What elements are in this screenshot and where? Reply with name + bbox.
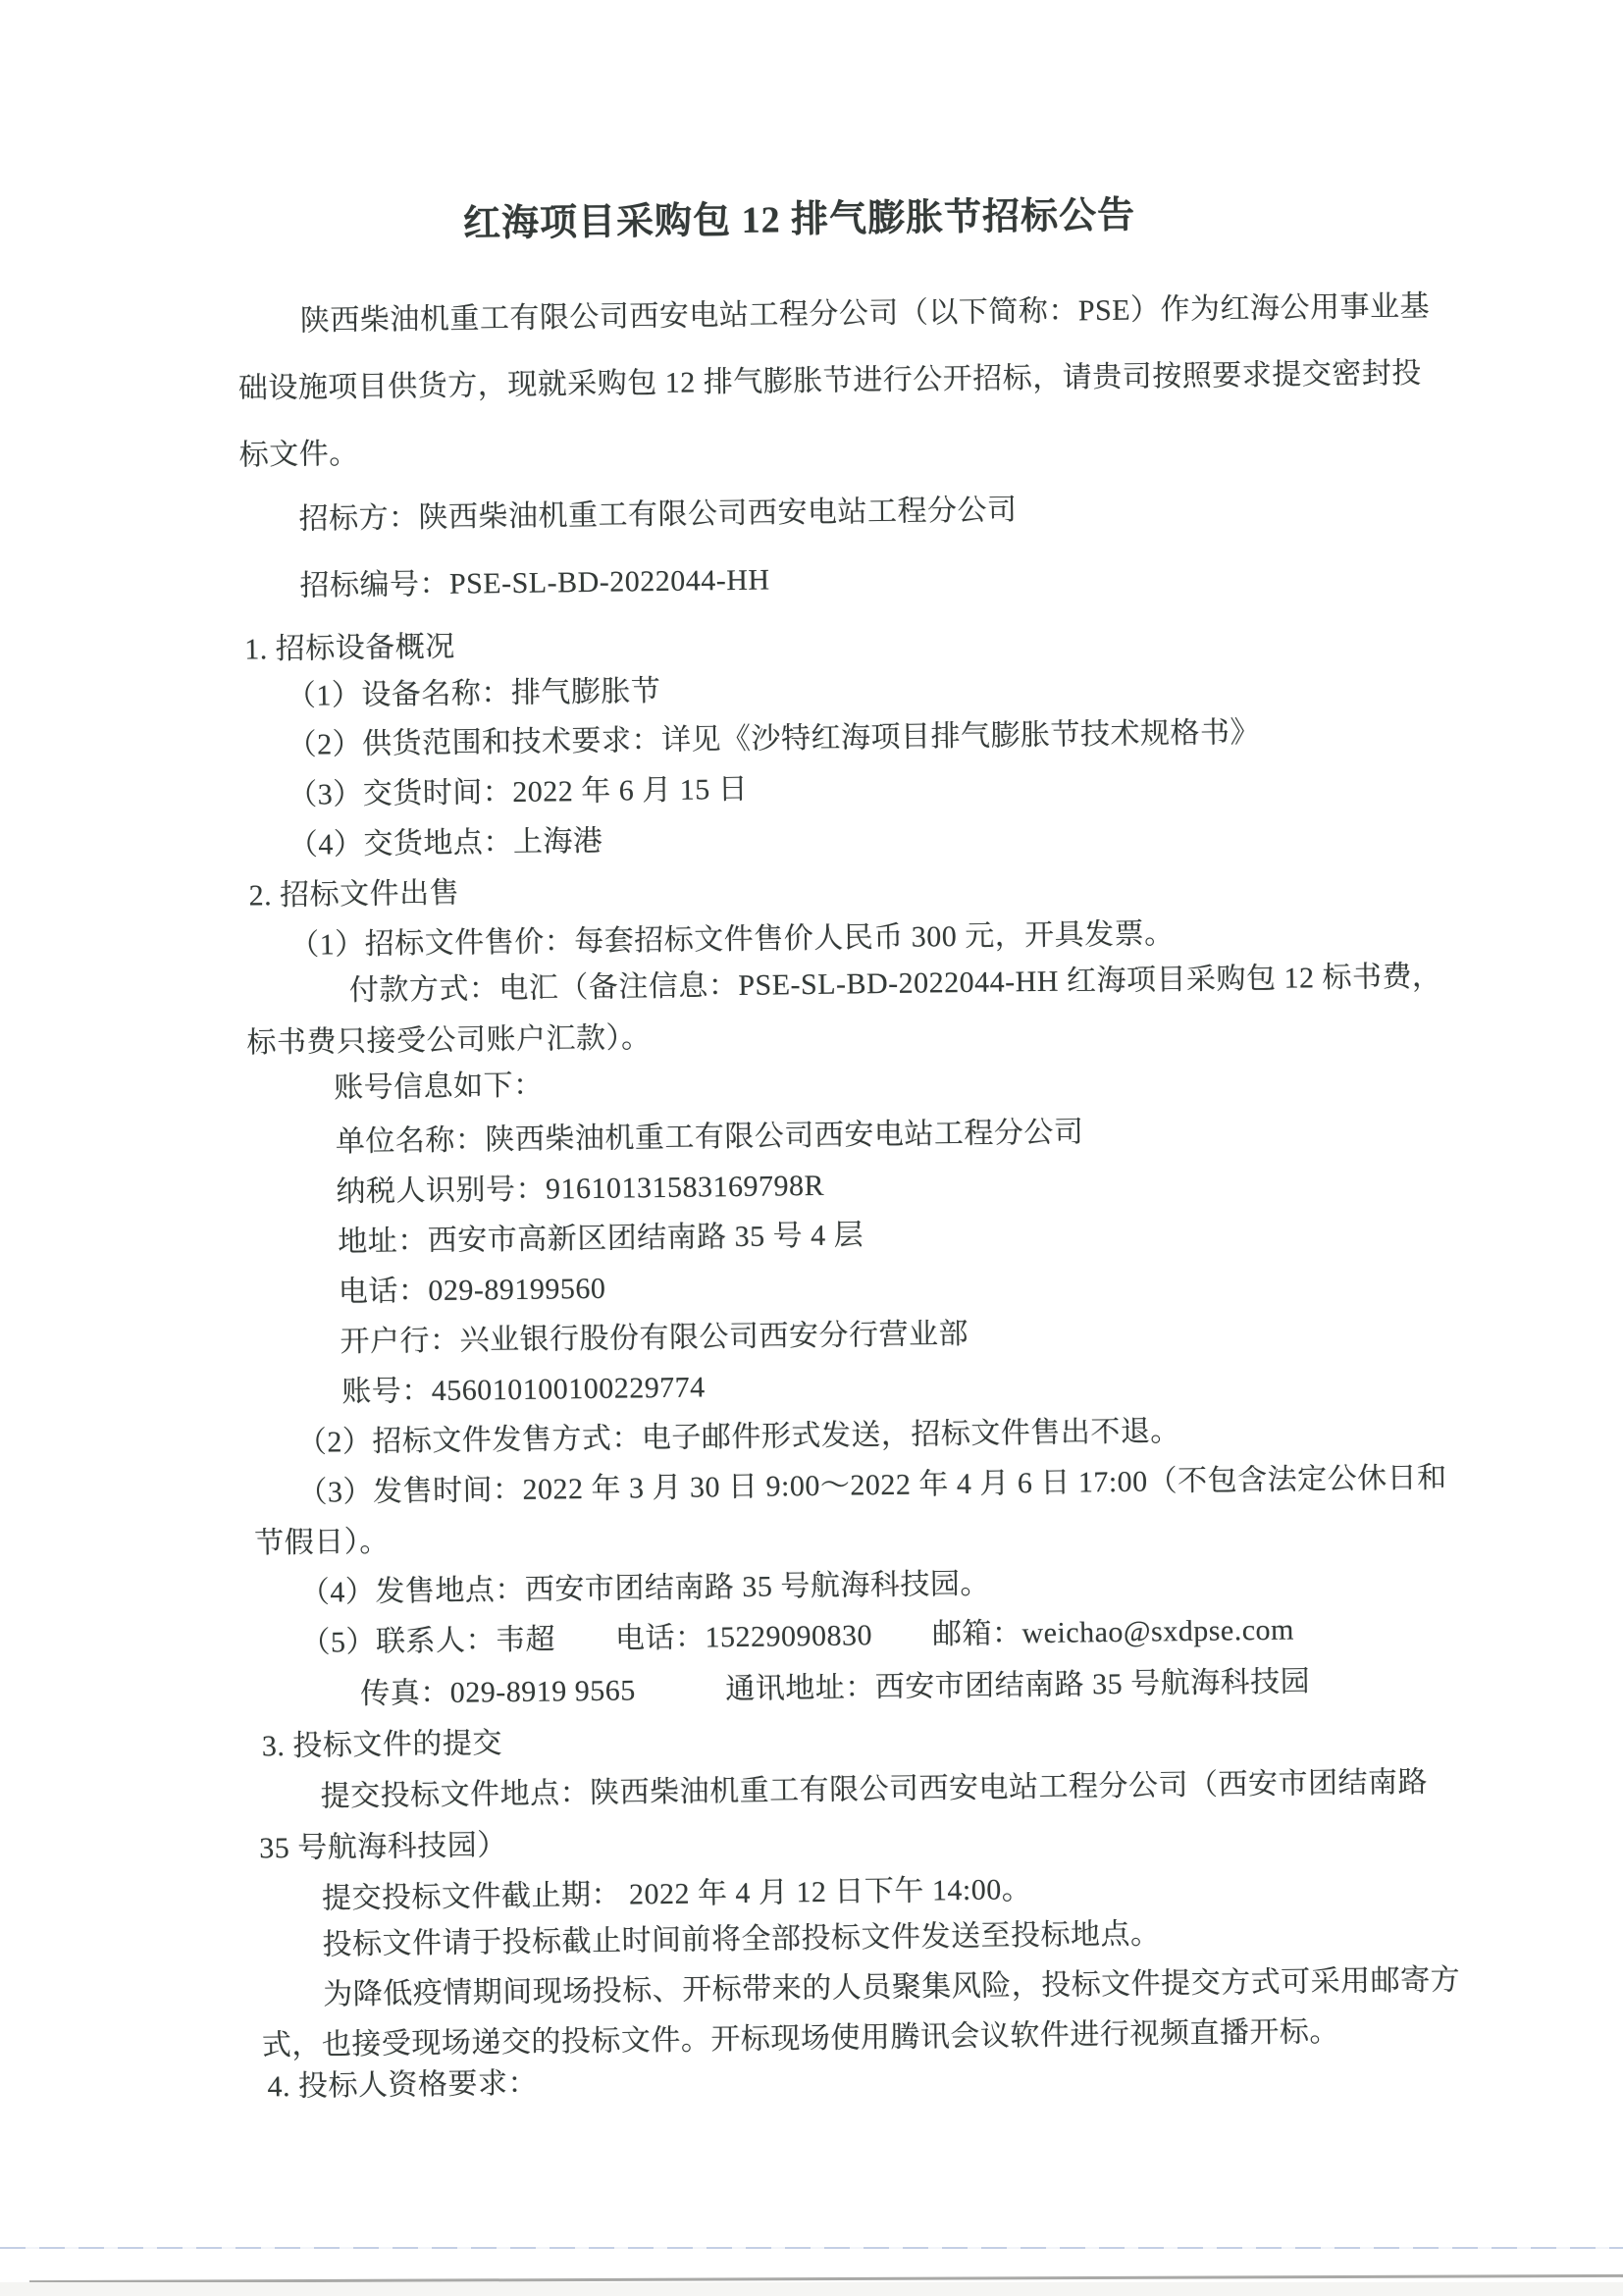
tender-number-line: 招标编号：PSE-SL-BD-2022044-HH	[299, 563, 770, 602]
submit-location-line2: 35 号航海科技园）	[259, 1829, 507, 1865]
account-tax-id: 纳税人识别号：91610131583169798R	[336, 1169, 825, 1209]
account-address: 地址：西安市高新区团结南路 35 号 4 层	[337, 1219, 864, 1259]
section2-item2: （2）招标文件发售方式：电子邮件形式发送，招标文件售出不退。	[296, 1415, 1181, 1459]
account-phone: 电话：029-89199560	[338, 1272, 606, 1309]
submit-location-line1: 提交投标文件地点：陕西柴油机重工有限公司西安电站工程分公司（西安市团结南路	[320, 1765, 1429, 1813]
fax-line: 传真：029-8919 9565 通讯地址：西安市团结南路 35 号航海科技园	[360, 1665, 1311, 1711]
account-company-name: 单位名称：陕西柴油机重工有限公司西安电站工程分公司	[335, 1116, 1084, 1159]
section1-item1: （1）设备名称：排气膨胀节	[286, 674, 661, 712]
payment-method-line2: 标书费只接受公司账户汇款）。	[246, 1021, 652, 1060]
account-info-intro: 账号信息如下：	[333, 1069, 544, 1105]
covid-note-line2: 式，也接受现场递交的投标文件。开标现场使用腾讯会议软件进行视频直播开标。	[261, 2015, 1340, 2062]
account-bank: 开户行：兴业银行股份有限公司西安分行营业部	[340, 1317, 969, 1359]
section2-item1: （1）招标文件售价：每套招标文件售价人民币 300 元，开具发票。	[289, 917, 1175, 962]
intro-line-2: 础设施项目供货方，现就采购包 12 排气膨胀节进行公开招标，请贵司按照要求提交密封投	[237, 356, 1422, 405]
section1-item4: （4）交货地点：上海港	[288, 824, 603, 861]
payment-method-line1: 付款方式：电汇（备注信息：PSE-SL-BD-2022044-HH 红海项目采购包 12 标书费，	[348, 960, 1442, 1008]
send-note-line: 投标文件请于投标截止时间前将全部投标文件发送至投标地点。	[322, 1917, 1161, 1961]
section3-heading: 3. 投标文件的提交	[261, 1727, 503, 1763]
intro-line-3: 标文件。	[238, 437, 359, 472]
intro-line-1: 陕西柴油机重工有限公司西安电站工程分公司（以下简称：PSE）作为红海公用事业基	[299, 289, 1431, 338]
account-number: 账号：456010100100229774	[340, 1371, 706, 1409]
section2-heading: 2. 招标文件出售	[248, 876, 460, 913]
section2-item3-line2: 节假日）。	[254, 1525, 390, 1560]
section1-item3: （3）交货时间：2022 年 6 月 15 日	[288, 772, 749, 811]
page-title: 红海项目采购包 12 排气膨胀节招标公告	[462, 194, 1136, 245]
section4-heading: 4. 投标人资格要求：	[267, 2066, 539, 2104]
scanner-edge-strip	[0, 2282, 1623, 2296]
submit-deadline-line: 提交投标文件截止期： 2022 年 4 月 12 日下午 14:00。	[321, 1873, 1032, 1915]
section1-item2: （2）供货范围和技术要求：详见《沙特红海项目排气膨胀节技术规格书》	[287, 715, 1261, 761]
section1-heading: 1. 招标设备概况	[244, 630, 455, 666]
covid-note-line1: 为降低疫情期间现场投标、开标带来的人员聚集风险，投标文件提交方式可采用邮寄方	[323, 1963, 1461, 2011]
section2-item5-contact: （5）联系人：韦超 电话：15229090830 邮箱：weichao@sxdpse.com	[300, 1613, 1295, 1659]
tenderer-line: 招标方：陕西柴油机重工有限公司西安电站工程分公司	[298, 494, 1018, 536]
scanner-artifact-blue-line	[0, 2247, 1623, 2249]
section2-item3-line1: （3）发售时间：2022 年 3 月 30 日 9:00～2022 年 4 月 6 日 17:00（不包含法定公休日和	[297, 1461, 1447, 1509]
section2-item4: （4）发售地点：西安市团结南路 35 号航海科技园。	[299, 1567, 991, 1609]
